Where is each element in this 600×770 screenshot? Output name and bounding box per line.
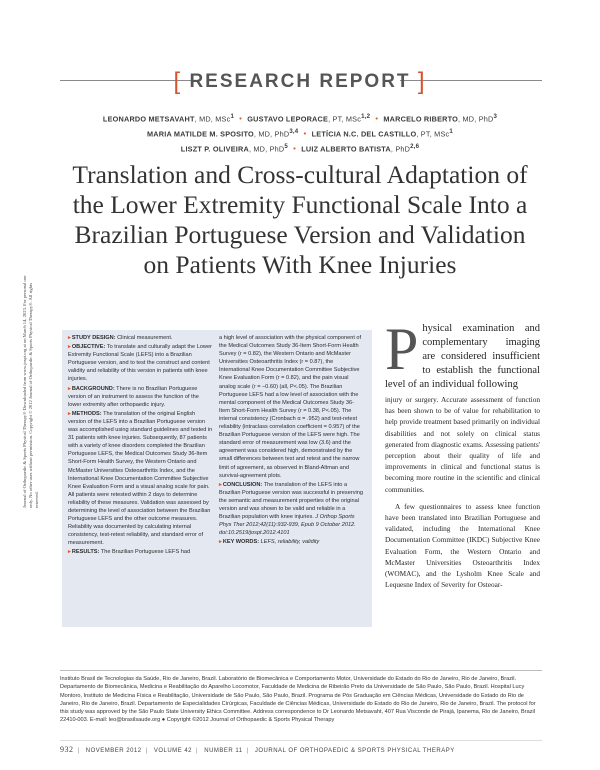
abstract-column-left <box>68 334 213 558</box>
results-cont: a high level of association with the physical component of the Medical Outcomes Study 36-Item Short-Form Health Survey (r = 0.82), the Western Ontario and McMaster Universities Osteoarthritis Index (r = 0.87), the International Knee Documentation Committee Subjective Knee Evaluation Form (r = 0.82), and the pain visual analog scale (r = –0.60) (all, P<.05). The Brazilian Portuguese LEFS had a low level of association with the mental component of the Medical Outcomes Study 36-Item Short-Form Health Survey (r = 0.38, P<.05). The internal consistency (Cronbach α = .952) and test-retest reliability (intraclass correlation coefficient = 0.957) of the Brazilian Portuguese version of the LEFS were high. The standard error of measurement was low (3.6) and the agreement was considered high, demonstrated by the small differences between test and retest and the narrow limit of agreement, as observed in Bland-Altman and survival-agreement plots. <box>219 335 362 479</box>
author-name: LEONARDO METSAVAHT <box>102 114 195 124</box>
abstract-results: ▸RESULTS: The Brazilian Portuguese LEFS had <box>68 549 191 556</box>
abstract-conclusion: ▸CONCLUSION: The translation of the LEFS into a Brazilian Portuguese version was successful in preserving the semantic and measurement properties of the original version and was shown to be valid and reliable in a Brazilian population with knee injuries. J Orthop Sports Phys Ther 2012;42(11):932-939, Epub 9 October 2012. doi:10.2519/jospt.2012.4101 <box>219 481 363 537</box>
copyright-sidebar: Journal of Orthopaedic & Sports Physical Therapy® Downloaded from www.jospt.org at on March 14, 2023. For personal use only. No other uses without permission. Copyright © 2012 Journal of Orthopaedic & Sports Physical Therapy®. All rights reserved. <box>22 275 39 508</box>
footer-rule <box>60 740 542 741</box>
author-name: LUIZ ALBERTO BATISTA <box>301 144 391 154</box>
abstract-background: ▸BACKGROUND: There is no Brazilian Portuguese version of an instrument to assess the function of the lower extremity after orthopaedic injury. <box>68 385 199 408</box>
abstract-results-continued <box>219 334 364 480</box>
abstract-study-design: ▸STUDY DESIGN: Clinical measurement. <box>68 335 173 341</box>
author-name: MARIA MATILDE M. SPOSITO <box>147 129 254 139</box>
footnote-rule <box>60 670 542 671</box>
citation: J Orthop Sports Phys Ther 2012;42(11):932-939, Epub 9 October 2012. doi:10.2519/jospt.2012.4101 <box>219 514 356 537</box>
bullet-icon: • <box>303 129 307 139</box>
page-footer: 932 | NOVEMBER 2012 | VOLUME 42 | NUMBER 11 | JOURNAL OF ORTHOPAEDIC & SPORTS PHYSICAL THERAPY <box>60 745 455 754</box>
article-title: Translation and Cross-cultural Adaptation of the Lower Extremity Functional Scale Into a Brazilian Portuguese Version and Validation on Patients With Knee Injuries <box>72 160 528 279</box>
abstract-column-right <box>219 334 364 547</box>
bracket-left-icon: [ <box>173 68 183 95</box>
section-label: [ RESEARCH REPORT ] <box>173 68 427 95</box>
author-list: LEONARDO METSAVAHT, MD, MSc$^1$ • GUSTAVO LEPORACE, PT, MSc$^{1,2}$ • MARCELO RIBERTO, MD, PhD$^3$ MARIA MATILDE M. SPOSITO, MD, PhD$^{3,4}$ • LETÍCIA N.C. DEL CASTILLO, PT, MSc$^1$ LISZT P. OLIVEIRA, MD, PhD$^5$ • LUIZ ALBERTO BATISTA, PhD$^{2,6}$ <box>102 113 498 154</box>
author-name: LETÍCIA N.C. DEL CASTILLO <box>311 129 417 139</box>
abstract-methods: ▸METHODS: The translation of the original English version of the LEFS into a Brazilian Portuguese version was accomplished using standard guidelines and tested in 31 patients with knee injuries. Subsequently, 87 patients with a variety of knee disorders completed the Brazilian Portuguese LEFS, the Medical Outcomes Study 36-Item Short-Form Health Survey, the Western Ontario and McMaster Universities Osteoarthritis Index, and the International Knee Documentation Committee Subjective Knee Evaluation Form and a visual analog scale for pain. All patients were retested within 2 days to determine reliability of these measures. Validation was assessed by determining the level of association between the Brazilian Portuguese LEFS and the other outcome measures. Reliability was documented by calculating internal consistency, test-retest reliability, and standard error of measurement. <box>68 410 213 547</box>
author-name: GUSTAVO LEPORACE <box>247 114 329 124</box>
bullet-icon: • <box>293 144 296 154</box>
page-number: 932 <box>60 745 74 754</box>
affiliations-footnote: Instituto Brasil de Tecnologias da Saúde, Rio de Janeiro, Brazil. Laboratório de Biomecânica e Comportamento Motor, Universidade do Estado do Rio de Janeiro, Rio de Janeiro, Brazil. Departamento de Biomecânica, Medicina e Reabilitação do Aparelho Locomotor, Faculdade de Medicina de Ribeirão Preto da Universidade de São Paulo, São Paulo, Brazil. Hospital Lucy Montoro, Instituto de Medicina Física e Reabilitação, Universidade de São Paulo, São Paulo, Brazil. Programa de Pós Graduação em Ciências Médicas, Universidade do Estado do Rio de Janeiro, Rio de Janeiro, Brazil. Departamento de Especialidades Cirúrgicas, Faculdade de Ciências Médicas, Universidade do Estado do Rio de Janeiro, Rio de Janeiro, Brazil. The protocol for this study was approved by the São Paulo State University Ethics Committee. Address correspondence to Dr Leonardo Metsavaht, 407 Rua Visconde de Pirajá, Ipanema, Rio de Janeiro, Brazil 22410-003. E-mail: leo@brasilsaude.org ● Copyright ©2012 Journal of Orthopaedic & Sports Physical Therapy <box>60 676 536 724</box>
issue-volume: VOLUME 42 <box>153 748 193 754</box>
abstract-box <box>62 330 372 627</box>
issue-month: NOVEMBER 2012 <box>85 748 142 754</box>
body-paragraph: A few questionnaires to assess knee function have been translated into Brazilian Portuguese and validated, including the International Knee Documentation Committee (IKDC) Subjective Knee Evaluation Form, the Western Ontario and McMaster Universities Osteoarthritis Index (WOMAC), and the Lysholm Knee Scale and Lequesne Index of Severity for Osteoar- <box>385 501 540 590</box>
bracket-right-icon: ] <box>417 68 427 95</box>
body-paragraph: injury or surgery. Accurate assessment of function has been shown to be of value for rehabilitation to help provide treatment based primarily on individual disabilities and not solely on clinical status generated from diagnostic exams. Assessing patients' perception about their quality of life and improvements in clinical and functional status is becoming more routine in the scientific and clinical communities. <box>385 395 540 494</box>
journal-name: JOURNAL OF ORTHOPAEDIC & SPORTS PHYSICAL THERAPY <box>254 748 455 754</box>
bullet-icon: • <box>375 114 379 124</box>
drop-cap: P <box>385 316 419 382</box>
body-text <box>385 316 540 590</box>
abstract-keywords: ▸KEY WORDS: LEFS, reliability, validity <box>219 539 320 546</box>
issue-number: NUMBER 11 <box>204 748 243 754</box>
author-name: LISZT P. OLIVEIRA <box>180 144 249 154</box>
results-start: The Brazilian Portuguese LEFS had <box>100 549 191 556</box>
lead-paragraph: hysical examination and complementary imaging are considered insufficient to establish the functional level of an individual following <box>385 323 540 390</box>
abstract-objective: ▸OBJECTIVE: To translate and culturally adapt the Lower Extremity Functional Scale (LEFS) into a Brazilian Portuguese version, and to test the construct and content validity and reliability of this version in patients with knee injuries. <box>68 344 212 383</box>
bullet-icon: • <box>239 114 243 124</box>
author-name: MARCELO RIBERTO <box>383 114 459 124</box>
